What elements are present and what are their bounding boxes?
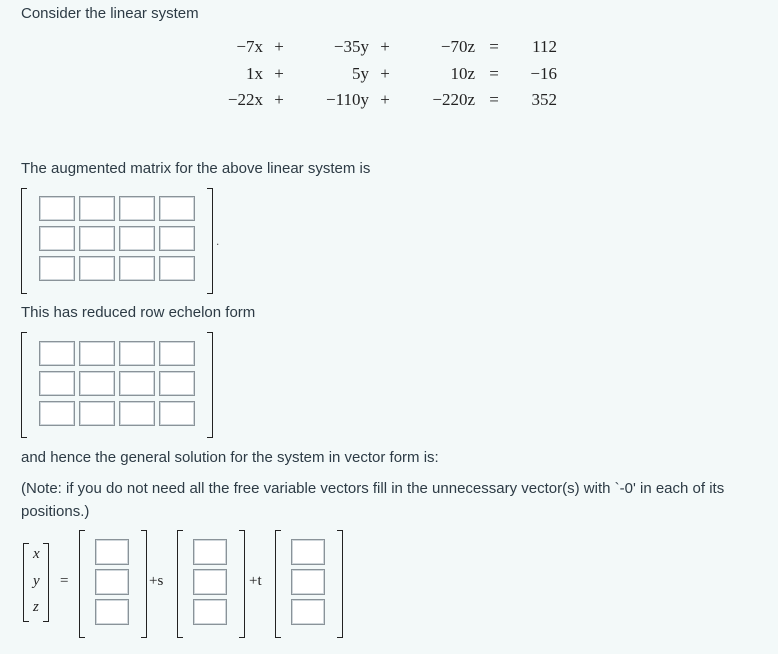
- solution-label: and hence the general solution for the system in vector form is:: [21, 449, 439, 466]
- augmented-matrix-cell[interactable]: [119, 226, 155, 251]
- equation-row: 1x + 5y + 10z = −16: [246, 63, 557, 83]
- plus-s: +s: [149, 573, 164, 589]
- rref-matrix-cell[interactable]: [159, 401, 195, 426]
- rref-matrix-cell[interactable]: [119, 341, 155, 366]
- right-bracket: [43, 543, 49, 622]
- matrix-period: .: [216, 234, 220, 248]
- left-bracket: [23, 543, 29, 622]
- t-vector-cell[interactable]: [291, 539, 325, 565]
- equation-row: −22x + −110y + −220z = 352: [227, 90, 557, 110]
- right-bracket: [239, 530, 245, 638]
- augmented-matrix-cell[interactable]: [39, 196, 75, 221]
- augmented-matrix-cell[interactable]: [79, 226, 115, 251]
- augmented-label: The augmented matrix for the above linear system is: [21, 160, 371, 177]
- particular-vector-cell[interactable]: [95, 569, 129, 595]
- particular-vector-cell[interactable]: [95, 599, 129, 625]
- rref-matrix-cell[interactable]: [119, 371, 155, 396]
- linear-system: [213, 34, 557, 114]
- right-bracket: [337, 530, 343, 638]
- augmented-matrix-cell[interactable]: [79, 196, 115, 221]
- rref-matrix-cell[interactable]: [119, 401, 155, 426]
- augmented-matrix-cell[interactable]: [119, 196, 155, 221]
- augmented-matrix-cell[interactable]: [159, 196, 195, 221]
- augmented-matrix-cell[interactable]: [39, 226, 75, 251]
- s-vector-cell[interactable]: [193, 569, 227, 595]
- right-bracket: [207, 188, 213, 294]
- augmented-matrix-cell[interactable]: [79, 256, 115, 281]
- rref-matrix-cell[interactable]: [79, 371, 115, 396]
- left-bracket: [177, 530, 183, 638]
- t-vector-cell[interactable]: [291, 569, 325, 595]
- left-bracket: [79, 530, 85, 638]
- intro-text: Consider the linear system: [21, 5, 199, 22]
- plus-t: +t: [249, 573, 262, 589]
- rref-matrix-cell[interactable]: [79, 341, 115, 366]
- augmented-matrix-cell[interactable]: [159, 256, 195, 281]
- var-x: x: [33, 546, 40, 562]
- s-vector-cell[interactable]: [193, 599, 227, 625]
- var-z: z: [33, 599, 39, 615]
- equals-sign: =: [60, 573, 69, 589]
- left-bracket: [275, 530, 281, 638]
- rref-matrix-cell[interactable]: [159, 341, 195, 366]
- note-text: (Note: if you do not need all the free variable vectors fill in the unnecessary vector(s) with `-0' in each of its positions.): [21, 480, 725, 520]
- augmented-matrix-cell[interactable]: [159, 226, 195, 251]
- augmented-matrix-cell[interactable]: [119, 256, 155, 281]
- rref-matrix-cell[interactable]: [39, 371, 75, 396]
- right-bracket: [141, 530, 147, 638]
- s-vector-cell[interactable]: [193, 539, 227, 565]
- left-bracket: [21, 188, 27, 294]
- rref-matrix-cell[interactable]: [159, 371, 195, 396]
- rref-matrix-cell[interactable]: [39, 401, 75, 426]
- rref-matrix-cell[interactable]: [39, 341, 75, 366]
- rref-label: This has reduced row echelon form: [21, 304, 256, 321]
- right-bracket: [207, 332, 213, 438]
- particular-vector-cell[interactable]: [95, 539, 129, 565]
- t-vector-cell[interactable]: [291, 599, 325, 625]
- rref-matrix-cell[interactable]: [79, 401, 115, 426]
- equation-row: −7x + −35y + −70z = 112: [236, 37, 557, 57]
- var-y: y: [33, 573, 40, 589]
- augmented-matrix-cell[interactable]: [39, 256, 75, 281]
- left-bracket: [21, 332, 27, 438]
